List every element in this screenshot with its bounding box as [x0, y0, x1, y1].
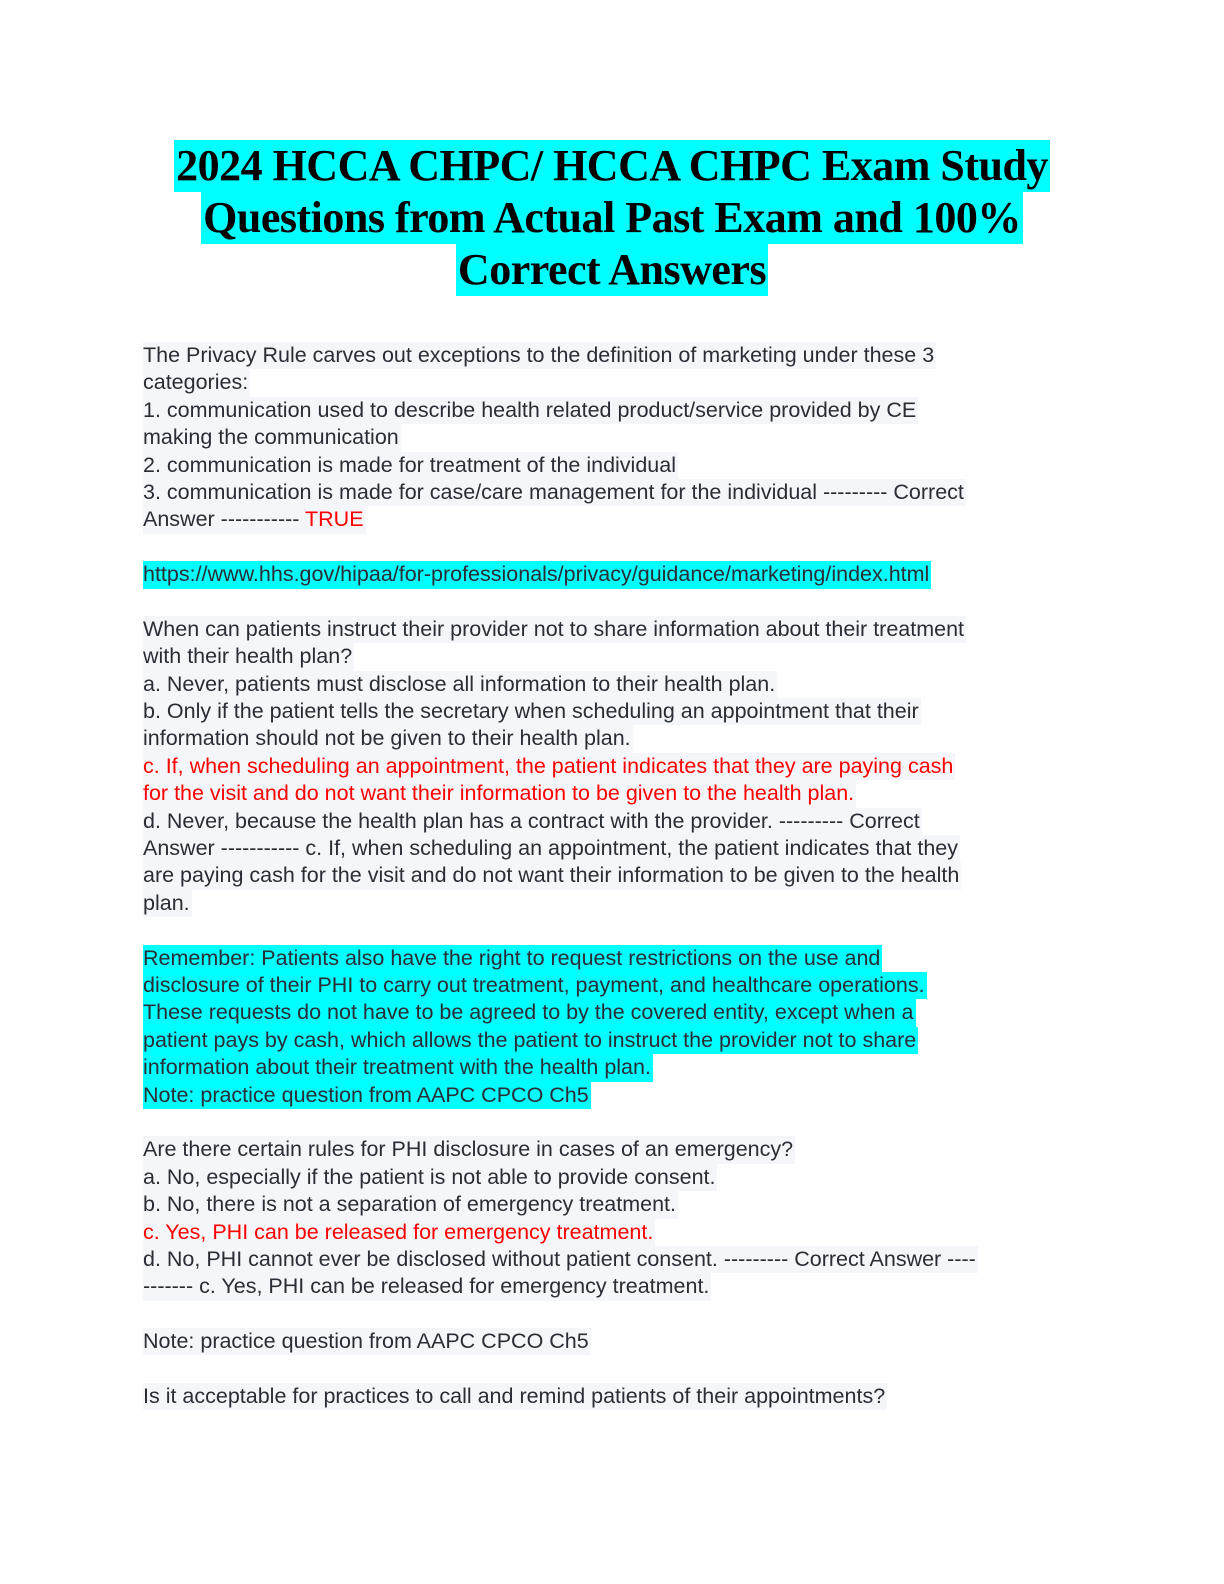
list-item: 2. communication is made for treatment of the individual [143, 452, 678, 479]
question-text: When can patients instruct their provider not to share information about their treatment [143, 616, 966, 643]
option-d: d. No, PHI cannot ever be disclosed without patient consent. --------- Correct Answer ---- [143, 1246, 978, 1273]
answer-label: Answer ----------- [143, 507, 306, 532]
list-item: 1. communication used to describe health related product/service provided by CE [143, 397, 918, 424]
option-a: a. No, especially if the patient is not able to provide consent. [143, 1164, 717, 1191]
option-b: b. No, there is not a separation of emergency treatment. [143, 1191, 678, 1218]
question-text: The Privacy Rule carves out exceptions to the definition of marketing under these 3 [143, 342, 936, 369]
answer-line: ------- c. Yes, PHI can be released for emergency treatment. [143, 1273, 711, 1300]
note-text: disclosure of their PHI to carry out treatment, payment, and healthcare operations. [143, 972, 927, 999]
question-block-marketing [143, 342, 1083, 616]
title-line: Questions from Actual Past Exam and 100% [203, 193, 1021, 242]
question-text: Are there certain rules for PHI disclosure in cases of an emergency? [143, 1136, 795, 1163]
note-text: patient pays by cash, which allows the patient to instruct the provider not to share [143, 1027, 918, 1054]
answer-line [143, 506, 366, 533]
document-title [0, 140, 1224, 296]
option-c-correct: c. Yes, PHI can be released for emergency treatment. [143, 1219, 655, 1246]
question-block-emergency [143, 1136, 1083, 1383]
option-a: a. Never, patients must disclose all information to their health plan. [143, 671, 777, 698]
title-line: 2024 HCCA CHPC/ HCCA CHPC Exam Study [176, 141, 1048, 190]
question-text: categories: [143, 369, 250, 396]
list-item: 3. communication is made for case/care management for the individual --------- Correct [143, 479, 966, 506]
answer-line: Answer ----------- c. If, when scheduling an appointment, the patient indicates that they [143, 835, 960, 862]
option-c-correct: c. If, when scheduling an appointment, the patient indicates that they are paying cash [143, 753, 955, 780]
correct-answer: TRUE [305, 507, 364, 532]
note-source: Note: practice question from AAPC CPCO Ch5 [143, 1082, 591, 1109]
note-text: Remember: Patients also have the right to request restrictions on the use and [143, 945, 882, 972]
option-b: b. Only if the patient tells the secretary when scheduling an appointment that their [143, 698, 921, 725]
reference-link[interactable]: https://www.hhs.gov/hipaa/for-professionals/privacy/guidance/marketing/index.html [143, 561, 931, 588]
question-block-restrictions [143, 616, 1083, 1136]
option-d: d. Never, because the health plan has a contract with the provider. --------- Correct [143, 808, 922, 835]
answer-line: plan. [143, 890, 192, 917]
note-text: information about their treatment with the health plan. [143, 1054, 653, 1081]
note-text: These requests do not have to be agreed to by the covered entity, except when a [143, 999, 916, 1026]
question-text: with their health plan? [143, 643, 354, 670]
remember-note [143, 945, 1083, 1109]
title-line: Correct Answers [457, 245, 767, 294]
answer-line: are paying cash for the visit and do not want their information to be given to the health [143, 862, 961, 889]
list-item: making the communication [143, 424, 401, 451]
question-block-reminders [143, 1383, 1083, 1410]
option-c-correct: for the visit and do not want their information to be given to the health plan. [143, 780, 856, 807]
note-source: Note: practice question from AAPC CPCO Ch5 [143, 1328, 591, 1355]
question-text: Is it acceptable for practices to call and remind patients of their appointments? [143, 1383, 887, 1410]
option-b: information should not be given to their health plan. [143, 725, 633, 752]
document-body [143, 342, 1083, 1410]
